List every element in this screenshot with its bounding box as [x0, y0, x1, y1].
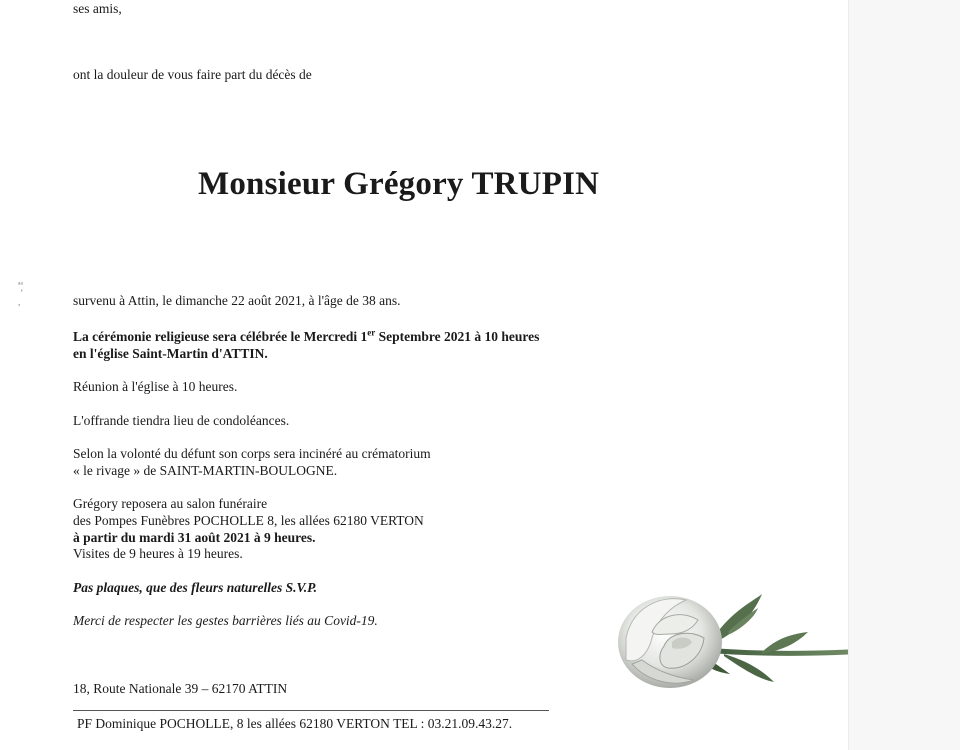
offering-line: L'offrande tiendra lieu de condoléances.: [73, 413, 290, 428]
ceremony-line-1: [73, 328, 539, 345]
footer-divider: [73, 710, 549, 711]
funeral-home-line-4: Visites de 9 heures à 19 heures.: [73, 546, 243, 561]
scan-specks: ᵃᵃ ʼ ,: [18, 279, 24, 307]
white-rose-image: [612, 572, 848, 702]
funeral-home-line-2: des Pompes Funèbres POCHOLLE 8, les allées 62180 VERTON: [73, 513, 424, 528]
funeral-home-line-1: Grégory reposera au salon funéraire: [73, 496, 268, 511]
ceremony-line-1-start: La cérémonie religieuse sera célébrée le Mercredi 1: [73, 329, 368, 344]
covid-notice: Merci de respecter les gestes barrières liés au Covid-19.: [73, 613, 378, 628]
family-address: 18, Route Nationale 39 – 62170 ATTIN: [73, 681, 288, 696]
death-line: survenu à Attin, le dimanche 22 août 2021, à l'âge de 38 ans.: [73, 293, 401, 308]
ceremony-ordinal-suffix: er: [367, 327, 376, 338]
funeral-home-line-3: à partir du mardi 31 août 2021 à 9 heures.: [73, 530, 316, 545]
flowers-request: Pas plaques, que des fleurs naturelles S.V.P.: [73, 580, 318, 595]
cremation-line-2: « le rivage » de SAINT-MARTIN-BOULOGNE.: [73, 463, 338, 478]
ceremony-line-2: en l'église Saint-Martin d'ATTIN.: [73, 346, 268, 361]
cremation-line-1: Selon la volonté du défunt son corps sera incinéré au crématorium: [73, 446, 431, 461]
announcement-line: ont la douleur de vous faire part du décès de: [73, 67, 312, 82]
friends-line: ses amis,: [73, 1, 122, 16]
ceremony-line-1-end: Septembre 2021 à 10 heures: [375, 329, 540, 344]
deceased-name: Monsieur Grégory TRUPIN: [198, 166, 600, 202]
meeting-line: Réunion à l'église à 10 heures.: [73, 379, 238, 394]
funeral-home-footer: PF Dominique POCHOLLE, 8 les allées 62180 VERTON TEL : 03.21.09.43.27.: [77, 716, 513, 731]
scan-margin: [848, 0, 960, 750]
